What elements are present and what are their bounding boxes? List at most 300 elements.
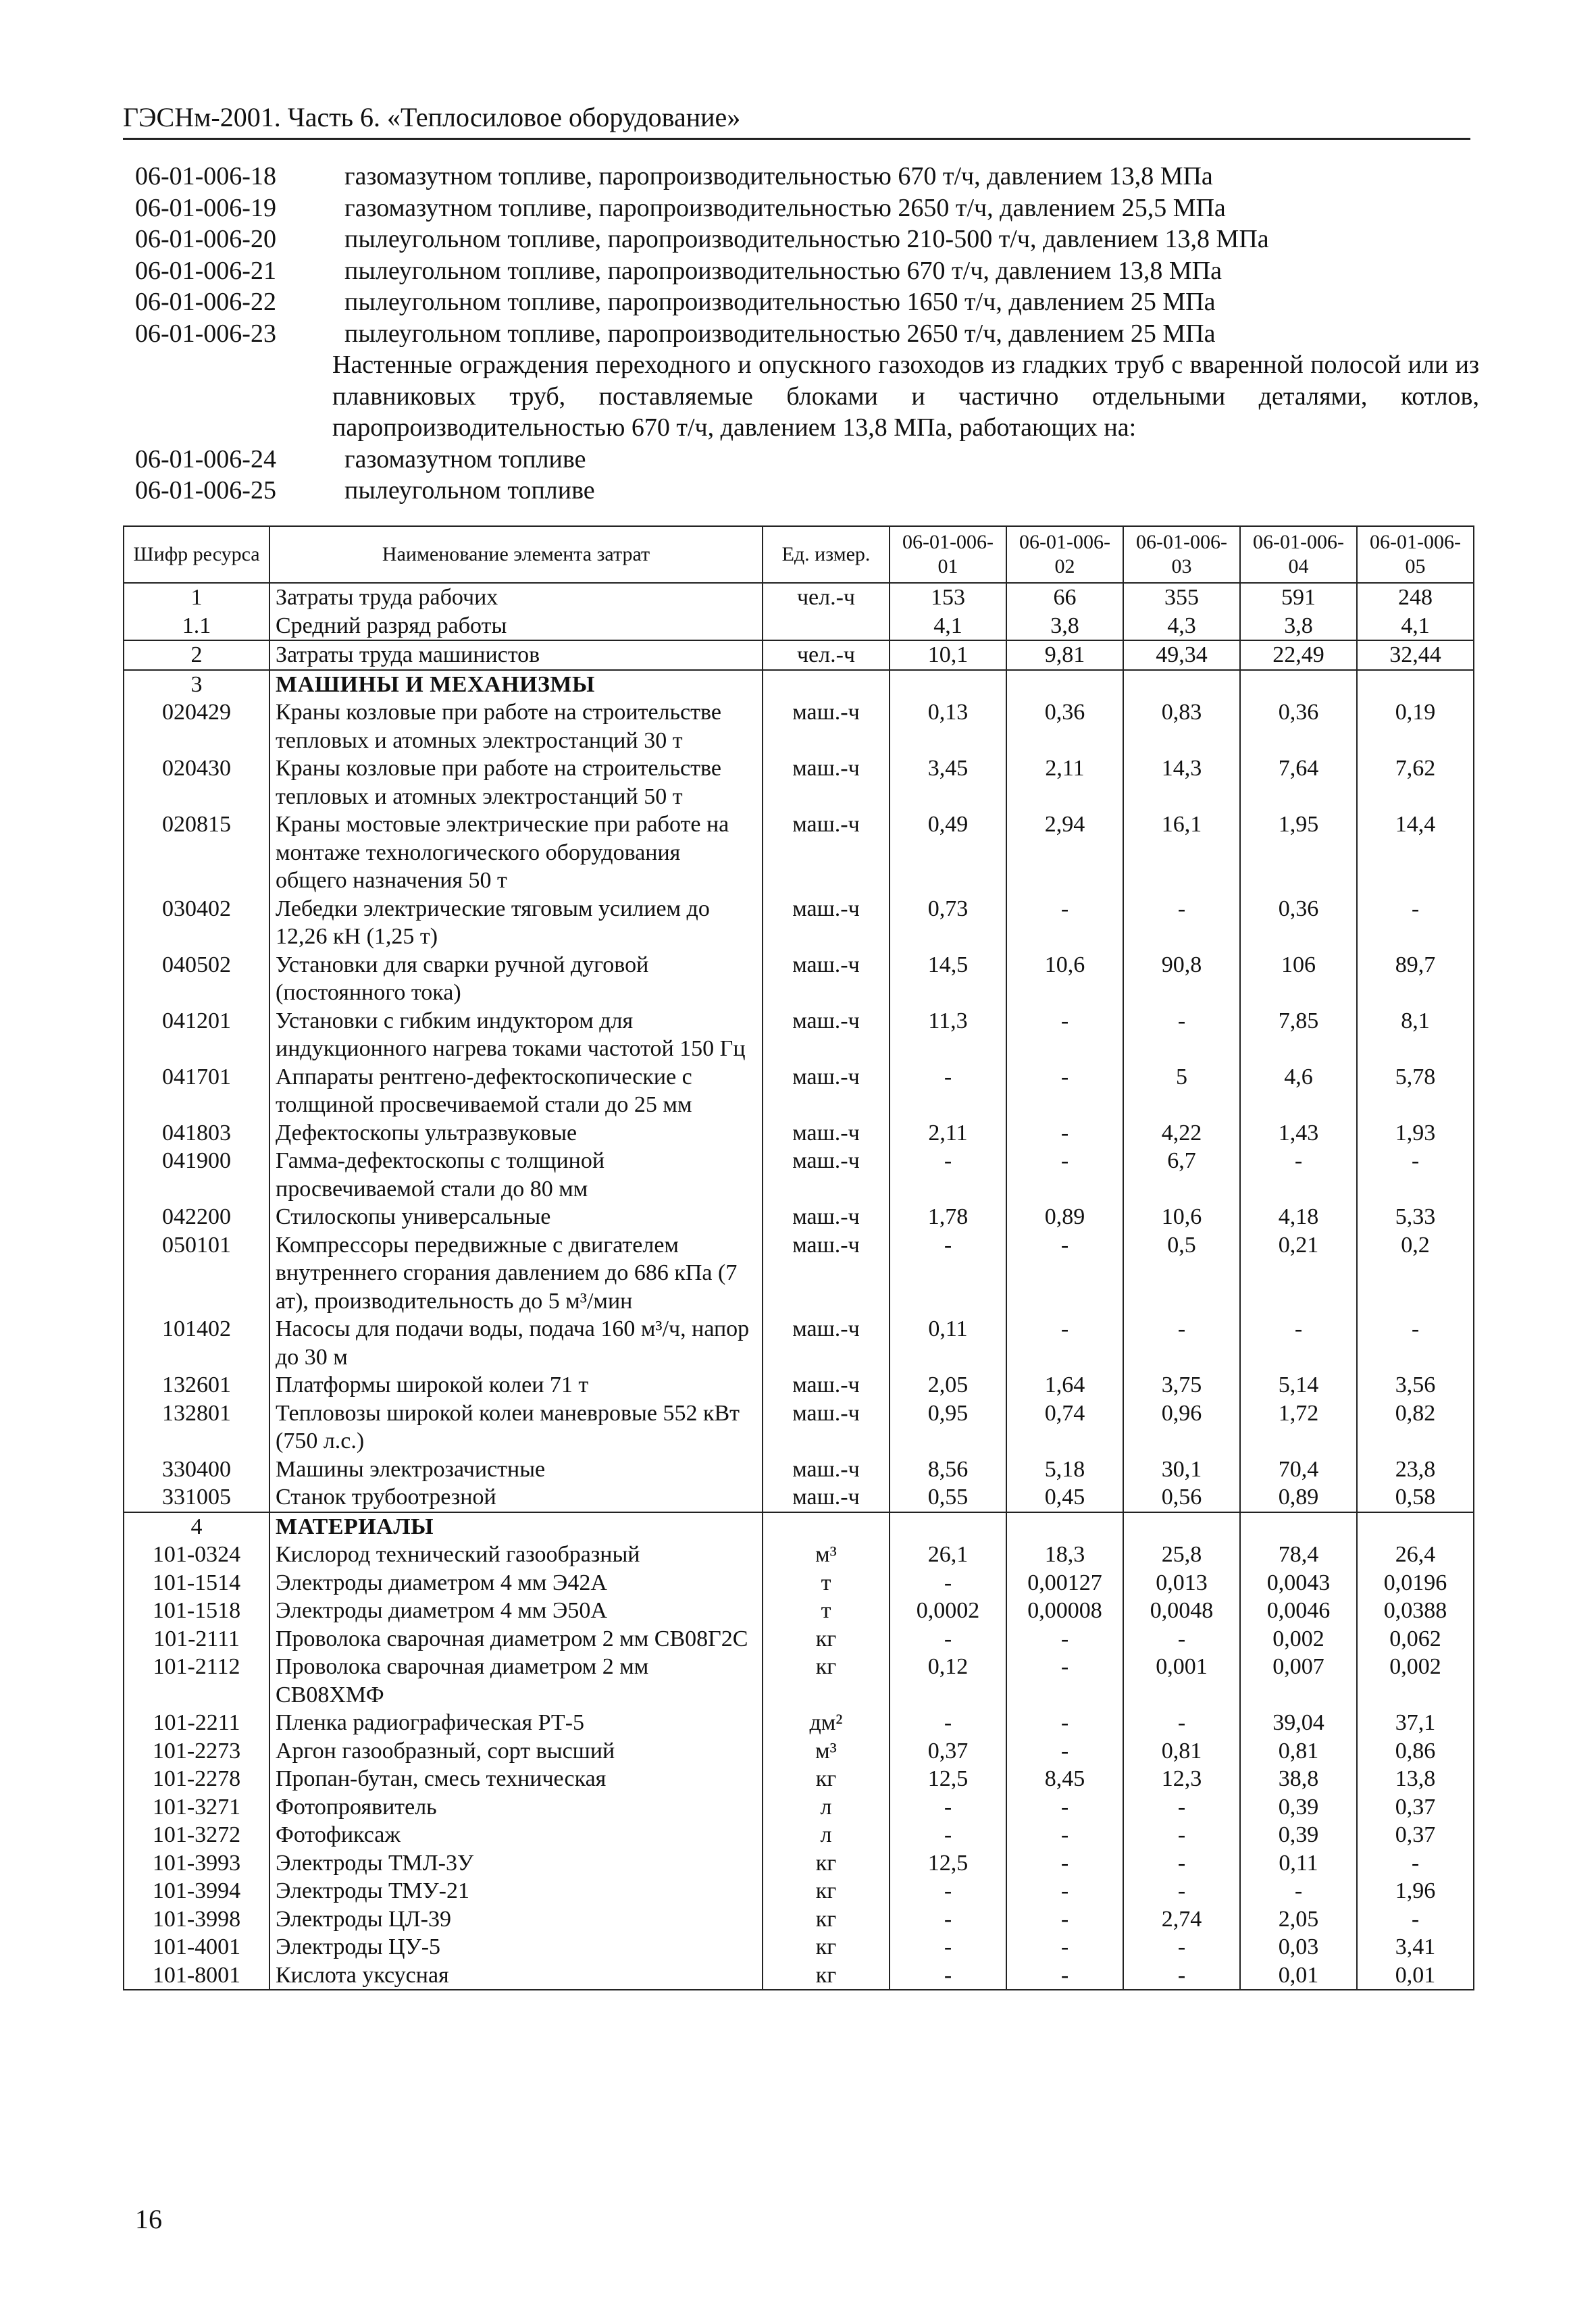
- value-cell: -: [1240, 1147, 1357, 1203]
- resource-code: 041701: [124, 1063, 269, 1119]
- value-cell: 4,18: [1240, 1203, 1357, 1231]
- value-cell: 0,49: [890, 811, 1006, 895]
- table-row: [124, 1653, 1474, 1709]
- intro-text: пылеугольном топливе, паропроизводительностью 1650 т/ч, давлением 25 МПа: [344, 288, 1216, 316]
- table-header-row: [124, 526, 1474, 583]
- value-cell: 0,00127: [1006, 1569, 1123, 1597]
- table-row: [124, 1399, 1474, 1456]
- value-cell: -: [1006, 1119, 1123, 1148]
- unit: маш.-ч: [763, 698, 890, 754]
- unit: [763, 1512, 890, 1541]
- value-cell: -: [1357, 1315, 1474, 1371]
- table-row: [124, 811, 1474, 895]
- value-cell: 30,1: [1123, 1456, 1240, 1484]
- value-cell: -: [1006, 1147, 1123, 1203]
- unit: кг: [763, 1905, 890, 1934]
- unit: кг: [763, 1933, 890, 1961]
- value-cell: -: [890, 1877, 1006, 1905]
- unit: кг: [763, 1877, 890, 1905]
- table-row: [124, 612, 1474, 641]
- value-cell: 12,3: [1123, 1765, 1240, 1793]
- resource-code: 101-3994: [124, 1877, 269, 1905]
- value-cell: -: [890, 1933, 1006, 1961]
- unit: маш.-ч: [763, 1315, 890, 1371]
- resource-name: Насосы для подачи воды, подача 160 м³/ч, напор до 30 м: [269, 1315, 763, 1371]
- unit: маш.-ч: [763, 1203, 890, 1231]
- resource-name: Пропан-бутан, смесь техническая: [269, 1765, 763, 1793]
- intro-text: газомазутном топливе, паропроизводительностью 670 т/ч, давлением 13,8 МПа: [344, 162, 1213, 190]
- value-cell: -: [1006, 1315, 1123, 1371]
- value-cell: 0,0196: [1357, 1569, 1474, 1597]
- value-cell: -: [1240, 1315, 1357, 1371]
- unit: маш.-ч: [763, 1147, 890, 1203]
- resource-code: 041900: [124, 1147, 269, 1203]
- unit: кг: [763, 1849, 890, 1878]
- value-cell: -: [1123, 895, 1240, 951]
- unit: маш.-ч: [763, 1371, 890, 1399]
- resource-name: Кислота уксусная: [269, 1961, 763, 1990]
- value-cell: 5: [1123, 1063, 1240, 1119]
- value-cell: -: [890, 1147, 1006, 1203]
- value-cell: -: [1123, 1849, 1240, 1878]
- resource-name: МАШИНЫ И МЕХАНИЗМЫ: [269, 670, 763, 699]
- value-cell: 0,39: [1240, 1821, 1357, 1849]
- resource-code: 041201: [124, 1007, 269, 1063]
- value-cell: -: [1006, 1933, 1123, 1961]
- value-cell: -: [1006, 1737, 1123, 1766]
- value-cell: 5,33: [1357, 1203, 1474, 1231]
- header-col-2: 06-01-006-02: [1006, 526, 1123, 583]
- resource-code: 030402: [124, 895, 269, 951]
- value-cell: -: [1123, 1315, 1240, 1371]
- intro-row: [135, 444, 1479, 475]
- value-cell: 0,96: [1123, 1399, 1240, 1456]
- value-cell: 0,37: [890, 1737, 1006, 1766]
- value-cell: 78,4: [1240, 1541, 1357, 1569]
- value-cell: -: [1123, 1933, 1240, 1961]
- value-cell: -: [890, 1709, 1006, 1737]
- value-cell: 0,062: [1357, 1625, 1474, 1653]
- header-name: Наименование элемента затрат: [269, 526, 763, 583]
- value-cell: 0,89: [1240, 1483, 1357, 1512]
- value-cell: 13,8: [1357, 1765, 1474, 1793]
- value-cell: 0,0046: [1240, 1597, 1357, 1625]
- value-cell: 89,7: [1357, 951, 1474, 1007]
- resource-code: 101-0324: [124, 1541, 269, 1569]
- section-row: [124, 670, 1474, 699]
- resource-code: 101-3272: [124, 1821, 269, 1849]
- table-row: [124, 1569, 1474, 1597]
- resource-name: Проволока сварочная диаметром 2 мм СВ08ХМФ: [269, 1653, 763, 1709]
- unit: маш.-ч: [763, 1231, 890, 1316]
- resource-name: Гамма-дефектоскопы с толщиной просвечиваемой стали до 80 мм: [269, 1147, 763, 1203]
- intro-text: газомазутном топливе: [344, 444, 586, 473]
- value-cell: 4,22: [1123, 1119, 1240, 1148]
- value-cell: 12,5: [890, 1765, 1006, 1793]
- table-row: [124, 583, 1474, 612]
- unit: чел.-ч: [763, 583, 890, 612]
- resource-name: МАТЕРИАЛЫ: [269, 1512, 763, 1541]
- table-row: [124, 1147, 1474, 1203]
- unit: маш.-ч: [763, 895, 890, 951]
- value-cell: -: [1006, 1793, 1123, 1822]
- resource-name: Проволока сварочная диаметром 2 мм СВ08Г2С: [269, 1625, 763, 1653]
- value-cell: 1,93: [1357, 1119, 1474, 1148]
- resource-code: 101-4001: [124, 1933, 269, 1961]
- resource-code: 101-1514: [124, 1569, 269, 1597]
- table-row: [124, 1625, 1474, 1653]
- resource-code: 101-8001: [124, 1961, 269, 1990]
- page-number: 16: [135, 2204, 162, 2234]
- value-cell: 0,2: [1357, 1231, 1474, 1316]
- unit: л: [763, 1793, 890, 1822]
- intro-code: 06-01-006-18: [135, 162, 276, 190]
- intro-rows-after: [135, 444, 1479, 507]
- value-cell: -: [1006, 1961, 1123, 1990]
- value-cell: -: [1006, 1063, 1123, 1119]
- value-cell: 10,6: [1123, 1203, 1240, 1231]
- value-cell: -: [1123, 1625, 1240, 1653]
- value-cell: [1123, 670, 1240, 699]
- resource-name: Лебедки электрические тяговым усилием до 12,26 кН (1,25 т): [269, 895, 763, 951]
- value-cell: -: [1123, 1821, 1240, 1849]
- resource-name: Тепловозы широкой колеи маневровые 552 кВт (750 л.с.): [269, 1399, 763, 1456]
- table-row: [124, 1119, 1474, 1148]
- value-cell: 26,4: [1357, 1541, 1474, 1569]
- value-cell: 0,39: [1240, 1793, 1357, 1822]
- resource-name: Электроды диаметром 4 мм Э42А: [269, 1569, 763, 1597]
- intro-row: [135, 161, 1479, 192]
- resource-code: 040502: [124, 951, 269, 1007]
- table-row: [124, 1231, 1474, 1316]
- value-cell: 0,00008: [1006, 1597, 1123, 1625]
- value-cell: [890, 670, 1006, 699]
- value-cell: -: [1123, 1961, 1240, 1990]
- value-cell: -: [1006, 1849, 1123, 1878]
- value-cell: 70,4: [1240, 1456, 1357, 1484]
- value-cell: 1,95: [1240, 811, 1357, 895]
- table-row: [124, 1793, 1474, 1822]
- value-cell: 0,89: [1006, 1203, 1123, 1231]
- unit: маш.-ч: [763, 1063, 890, 1119]
- unit: маш.-ч: [763, 951, 890, 1007]
- table-row: [124, 1765, 1474, 1793]
- resource-name: Электроды ЦУ-5: [269, 1933, 763, 1961]
- resource-code: 020430: [124, 754, 269, 811]
- value-cell: 0,01: [1357, 1961, 1474, 1990]
- table-row: [124, 698, 1474, 754]
- resource-name: Станок трубоотрезной: [269, 1483, 763, 1512]
- table-row: [124, 1483, 1474, 1512]
- value-cell: 0,36: [1240, 698, 1357, 754]
- value-cell: 1,43: [1240, 1119, 1357, 1148]
- value-cell: 0,13: [890, 698, 1006, 754]
- table-row: [124, 1849, 1474, 1878]
- resource-name: Краны мостовые электрические при работе на монтаже технологического оборудования общего назначения 50 т: [269, 811, 763, 895]
- table-row: [124, 1737, 1474, 1766]
- value-cell: 0,002: [1240, 1625, 1357, 1653]
- header-col-4: 06-01-006-04: [1240, 526, 1357, 583]
- value-cell: 4,3: [1123, 612, 1240, 641]
- value-cell: 0,82: [1357, 1399, 1474, 1456]
- value-cell: 90,8: [1123, 951, 1240, 1007]
- unit: т: [763, 1597, 890, 1625]
- value-cell: -: [890, 1793, 1006, 1822]
- value-cell: 9,81: [1006, 640, 1123, 670]
- resource-name: Электроды ТМУ-21: [269, 1877, 763, 1905]
- unit: маш.-ч: [763, 1483, 890, 1512]
- value-cell: 3,41: [1357, 1933, 1474, 1961]
- unit: маш.-ч: [763, 1456, 890, 1484]
- value-cell: 39,04: [1240, 1709, 1357, 1737]
- value-cell: 5,78: [1357, 1063, 1474, 1119]
- value-cell: 0,86: [1357, 1737, 1474, 1766]
- resource-code: 042200: [124, 1203, 269, 1231]
- value-cell: 0,001: [1123, 1653, 1240, 1709]
- value-cell: -: [1123, 1793, 1240, 1822]
- unit: чел.-ч: [763, 640, 890, 670]
- value-cell: 3,75: [1123, 1371, 1240, 1399]
- resource-name: Электроды ТМЛ-3У: [269, 1849, 763, 1878]
- resource-name: Краны козловые при работе на строительстве тепловых и атомных электростанций 50 т: [269, 754, 763, 811]
- value-cell: 7,85: [1240, 1007, 1357, 1063]
- value-cell: 10,6: [1006, 951, 1123, 1007]
- header-col-5: 06-01-006-05: [1357, 526, 1474, 583]
- value-cell: 2,11: [1006, 754, 1123, 811]
- value-cell: 0,55: [890, 1483, 1006, 1512]
- value-cell: 1,96: [1357, 1877, 1474, 1905]
- value-cell: [890, 1512, 1006, 1541]
- resource-code: 050101: [124, 1231, 269, 1316]
- resource-name: Машины электрозачистные: [269, 1456, 763, 1484]
- value-cell: 14,5: [890, 951, 1006, 1007]
- value-cell: 0,37: [1357, 1821, 1474, 1849]
- value-cell: 5,18: [1006, 1456, 1123, 1484]
- intro-code: 06-01-006-20: [135, 225, 276, 253]
- resource-name: Пленка радиографическая РТ-5: [269, 1709, 763, 1737]
- value-cell: 0,12: [890, 1653, 1006, 1709]
- value-cell: 8,45: [1006, 1765, 1123, 1793]
- value-cell: 10,1: [890, 640, 1006, 670]
- table-row: [124, 1063, 1474, 1119]
- value-cell: 2,74: [1123, 1905, 1240, 1934]
- header-code: Шифр ресурса: [124, 526, 269, 583]
- value-cell: 0,83: [1123, 698, 1240, 754]
- value-cell: 0,95: [890, 1399, 1006, 1456]
- resource-name: Аппараты рентгено-дефектоскопические с толщиной просвечиваемой стали до 25 мм: [269, 1063, 763, 1119]
- intro-row: [135, 224, 1479, 255]
- resource-code: 020429: [124, 698, 269, 754]
- resource-name: Электроды ЦЛ-39: [269, 1905, 763, 1934]
- resource-code: 132601: [124, 1371, 269, 1399]
- resource-name: Платформы широкой колеи 71 т: [269, 1371, 763, 1399]
- value-cell: 153: [890, 583, 1006, 612]
- value-cell: 0,0002: [890, 1597, 1006, 1625]
- value-cell: 0,19: [1357, 698, 1474, 754]
- resource-name: Аргон газообразный, сорт высший: [269, 1737, 763, 1766]
- value-cell: -: [1006, 1877, 1123, 1905]
- value-cell: 0,36: [1240, 895, 1357, 951]
- value-cell: 3,45: [890, 754, 1006, 811]
- value-cell: 7,62: [1357, 754, 1474, 811]
- value-cell: 591: [1240, 583, 1357, 612]
- value-cell: 0,58: [1357, 1483, 1474, 1512]
- value-cell: 0,81: [1123, 1737, 1240, 1766]
- value-cell: -: [1006, 1231, 1123, 1316]
- value-cell: 0,0043: [1240, 1569, 1357, 1597]
- value-cell: 106: [1240, 951, 1357, 1007]
- resource-code: 101-2112: [124, 1653, 269, 1709]
- value-cell: 0,002: [1357, 1653, 1474, 1709]
- value-cell: 1,72: [1240, 1399, 1357, 1456]
- resource-name: Затраты труда рабочих: [269, 583, 763, 612]
- intro-code: 06-01-006-24: [135, 444, 276, 473]
- resource-code: 101-2211: [124, 1709, 269, 1737]
- resource-name: Средний разряд работы: [269, 612, 763, 641]
- resource-table: [123, 525, 1474, 1990]
- unit: кг: [763, 1653, 890, 1709]
- table-row: [124, 1371, 1474, 1399]
- value-cell: 0,81: [1240, 1737, 1357, 1766]
- table-row: [124, 1933, 1474, 1961]
- unit: кг: [763, 1625, 890, 1653]
- value-cell: 4,6: [1240, 1063, 1357, 1119]
- value-cell: [1357, 1512, 1474, 1541]
- value-cell: [1123, 1512, 1240, 1541]
- value-cell: 0,013: [1123, 1569, 1240, 1597]
- resource-name: Стилоскопы универсальные: [269, 1203, 763, 1231]
- value-cell: 0,5: [1123, 1231, 1240, 1316]
- intro-row: [135, 318, 1479, 350]
- unit: дм²: [763, 1709, 890, 1737]
- value-cell: 3,56: [1357, 1371, 1474, 1399]
- unit: [763, 670, 890, 699]
- value-cell: -: [1006, 1007, 1123, 1063]
- value-cell: [1006, 1512, 1123, 1541]
- unit: м³: [763, 1737, 890, 1766]
- unit: маш.-ч: [763, 811, 890, 895]
- resource-name: Электроды диаметром 4 мм Э50А: [269, 1597, 763, 1625]
- table-row: [124, 754, 1474, 811]
- value-cell: 32,44: [1357, 640, 1474, 670]
- value-cell: 0,0048: [1123, 1597, 1240, 1625]
- value-cell: 0,37: [1357, 1793, 1474, 1822]
- value-cell: -: [1240, 1877, 1357, 1905]
- page-header: ГЭСНм-2001. Часть 6. «Теплосиловое оборудование»: [123, 101, 1470, 140]
- unit: кг: [763, 1765, 890, 1793]
- resource-code: 020815: [124, 811, 269, 895]
- resource-code: 101-1518: [124, 1597, 269, 1625]
- table-row: [124, 1203, 1474, 1231]
- table-row: [124, 1456, 1474, 1484]
- intro-text: пылеугольном топливе, паропроизводительностью 210-500 т/ч, давлением 13,8 МПа: [344, 225, 1269, 253]
- value-cell: 0,73: [890, 895, 1006, 951]
- resource-name: Кислород технический газообразный: [269, 1541, 763, 1569]
- value-cell: 66: [1006, 583, 1123, 612]
- resource-code: 331005: [124, 1483, 269, 1512]
- unit: кг: [763, 1961, 890, 1990]
- value-cell: -: [1006, 1709, 1123, 1737]
- intro-code: 06-01-006-21: [135, 256, 276, 285]
- intro-row: [135, 192, 1479, 224]
- value-cell: -: [1006, 1653, 1123, 1709]
- value-cell: -: [1006, 895, 1123, 951]
- resource-code: 101-2111: [124, 1625, 269, 1653]
- intro-row: [135, 286, 1479, 318]
- value-cell: 8,1: [1357, 1007, 1474, 1063]
- resource-name: Установки с гибким индуктором для индукционного нагрева токами частотой 150 Гц: [269, 1007, 763, 1063]
- intro-text: газомазутном топливе, паропроизводительностью 2650 т/ч, давлением 25,5 МПа: [344, 193, 1226, 222]
- table-body: [124, 583, 1474, 1990]
- table-row: [124, 951, 1474, 1007]
- value-cell: 11,3: [890, 1007, 1006, 1063]
- unit: маш.-ч: [763, 1119, 890, 1148]
- value-cell: -: [890, 1961, 1006, 1990]
- section-row: [124, 1512, 1474, 1541]
- intro-code: 06-01-006-25: [135, 476, 276, 505]
- header-col-3: 06-01-006-03: [1123, 526, 1240, 583]
- value-cell: 37,1: [1357, 1709, 1474, 1737]
- resource-code: 101-3993: [124, 1849, 269, 1878]
- intro-text: пылеугольном топливе, паропроизводительностью 2650 т/ч, давлением 25 МПа: [344, 319, 1216, 348]
- intro-row: [135, 255, 1479, 287]
- table-row: [124, 1541, 1474, 1569]
- value-cell: 14,3: [1123, 754, 1240, 811]
- intro-paragraph: Настенные ограждения переходного и опускного газоходов из гладких труб с вваренной полосой или из плавниковых труб, поставляемые блоками и частично отдельными деталями, котлов, паропроизводительностью 670 т/ч, давлением 13,8 МПа, работающих на:: [332, 351, 1479, 442]
- value-cell: 3,8: [1006, 612, 1123, 641]
- value-cell: 23,8: [1357, 1456, 1474, 1484]
- resource-name: Компрессоры передвижные с двигателем внутреннего сгорания давлением до 686 кПа (7 ат), производительность до 5 м³/мин: [269, 1231, 763, 1316]
- value-cell: 2,94: [1006, 811, 1123, 895]
- value-cell: 25,8: [1123, 1541, 1240, 1569]
- value-cell: 0,21: [1240, 1231, 1357, 1316]
- intro-code: 06-01-006-22: [135, 288, 276, 316]
- resource-name: Затраты труда машинистов: [269, 640, 763, 670]
- resource-name: Установки для сварки ручной дуговой (постоянного тока): [269, 951, 763, 1007]
- intro-rows-before: [135, 161, 1479, 349]
- value-cell: 14,4: [1357, 811, 1474, 895]
- intro-text: пылеугольном топливе: [344, 476, 595, 505]
- resource-code: 101-3271: [124, 1793, 269, 1822]
- unit: [763, 612, 890, 641]
- table-row: [124, 1821, 1474, 1849]
- table-row: [124, 895, 1474, 951]
- resource-code: 101-2273: [124, 1737, 269, 1766]
- unit: маш.-ч: [763, 754, 890, 811]
- value-cell: 5,14: [1240, 1371, 1357, 1399]
- value-cell: -: [890, 1063, 1006, 1119]
- value-cell: -: [1357, 895, 1474, 951]
- table-row: [124, 1315, 1474, 1371]
- value-cell: -: [1357, 1905, 1474, 1934]
- resource-code: 4: [124, 1512, 269, 1541]
- value-cell: 16,1: [1123, 811, 1240, 895]
- resource-code: 132801: [124, 1399, 269, 1456]
- value-cell: [1006, 670, 1123, 699]
- table-row: [124, 1905, 1474, 1934]
- unit: м³: [763, 1541, 890, 1569]
- value-cell: [1357, 670, 1474, 699]
- intro-text: пылеугольном топливе, паропроизводительностью 670 т/ч, давлением 13,8 МПа: [344, 256, 1222, 285]
- resource-name: Краны козловые при работе на строительстве тепловых и атомных электростанций 30 т: [269, 698, 763, 754]
- resource-code: 2: [124, 640, 269, 670]
- value-cell: -: [1123, 1709, 1240, 1737]
- value-cell: 2,11: [890, 1119, 1006, 1148]
- resource-code: 3: [124, 670, 269, 699]
- intro-code: 06-01-006-19: [135, 193, 276, 222]
- unit: т: [763, 1569, 890, 1597]
- value-cell: [1240, 1512, 1357, 1541]
